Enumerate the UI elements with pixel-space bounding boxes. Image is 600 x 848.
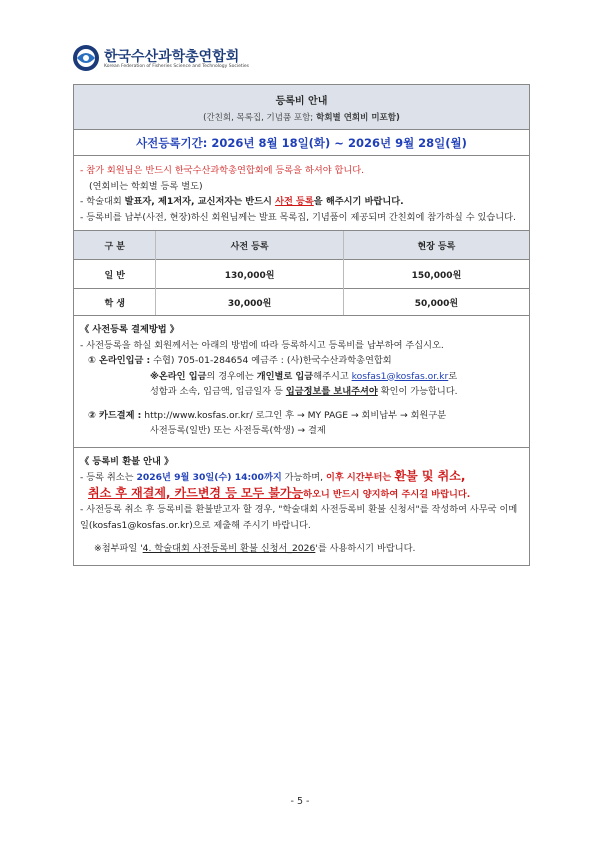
payment-intro: - 사전등록을 하실 회원께서는 아래의 방법에 따라 등록하시고 등록비를 납부하여 주십시오. bbox=[80, 339, 444, 351]
header-subtitle: (간친회, 목록집, 기념품 포함; 학회별 연회비 미포함) bbox=[203, 113, 400, 123]
payment-title: 《 사전등록 결제방법 》 bbox=[80, 324, 179, 335]
refund-section bbox=[74, 447, 529, 565]
page-title: 등록비 안내 bbox=[275, 96, 328, 107]
org-name-en: Korean Federation of Fisheries Science and Technology Societies bbox=[104, 64, 249, 69]
payment-method-1-note-2: 성함과 소속, 입금액, 입금일자 등 입금정보를 보내주셔야 확인이 가능합니다. bbox=[150, 386, 458, 397]
notice-2: - 학술대회 발표자, 제1저자, 교신저자는 반드시 사전 등록을 해주시기 바랍니다. bbox=[80, 196, 404, 207]
fee-table-header bbox=[74, 231, 529, 260]
org-logo bbox=[72, 44, 272, 74]
fee-table bbox=[74, 230, 529, 315]
box-header bbox=[74, 85, 529, 130]
refund-notice-1-cont: 취소 후 재결제, 카드변경 등 모두 불가능하오니 반드시 양지하여 주시길 바랍니다. bbox=[88, 485, 471, 500]
notice-1: - 참가 회원님은 반드시 한국수산과학총연합회에 등록을 하셔야 합니다. bbox=[80, 165, 365, 176]
fee-col-pre: 사전 등록 bbox=[156, 231, 343, 260]
table-row: 학 생 30,000원 50,000원 bbox=[74, 289, 529, 316]
refund-title: 《 등록비 환불 안내 》 bbox=[80, 455, 174, 467]
email-link[interactable]: kosfas1@kosfas.or.kr bbox=[351, 370, 449, 382]
page-number: - 5 - bbox=[290, 796, 310, 807]
payment-method-1-note: ※온라인 입금의 경우에는 개인별로 입금해주시고 kosfas1@kosfas.or.kr로 bbox=[150, 370, 458, 382]
org-emblem-icon bbox=[72, 44, 100, 72]
fee-col-type: 구 분 bbox=[74, 231, 156, 260]
attachment-filename: 4. 학술대회 사전등록비 환불 신청서_2026 bbox=[142, 543, 316, 554]
fee-col-onsite: 현장 등록 bbox=[343, 231, 529, 260]
refund-attachment-note: ※첨부파일 '4. 학술대회 사전등록비 환불 신청서_2026'를 사용하시기 바랍니다. bbox=[94, 543, 416, 554]
notice-3: - 등록비를 납부(사전, 현장)하신 회원님께는 발표 목록집, 기념품이 제공되며 간친회에 참가하실 수 있습니다. bbox=[80, 211, 516, 223]
notice-1-sub: (연회비는 학회별 등록 별도) bbox=[89, 180, 203, 192]
payment-method-2-steps: 사전등록(일반) 또는 사전등록(학생) → 결제 bbox=[150, 425, 326, 436]
registration-period: 사전등록기간: 2026년 8월 18일(화) ~ 2026년 9월 28일(월) bbox=[74, 130, 529, 156]
payment-method-1: ① 온라인입금 : 수협) 705-01-284654 예금주 : (사)한국수산과학총연합회 bbox=[88, 355, 392, 366]
org-name-ko: 한국수산과학총연합회 bbox=[104, 49, 240, 65]
refund-notice-1: - 등록 취소는 2026년 9월 30일(수) 14:00까지 가능하며, 이후 시간부터는 환불 및 취소, bbox=[80, 469, 466, 483]
registration-info-box bbox=[73, 84, 530, 566]
notice-list bbox=[74, 156, 529, 230]
table-row: 일 반 130,000원 150,000원 bbox=[74, 260, 529, 289]
refund-notice-2: - 사전등록 취소 후 등록비를 환불받고자 할 경우, "학술대회 사전등록비 환불 신청서"를 작성하여 사무국 이메일(kosfas1@kosfas.or.kr)으로 제출해 주시기 바랍니다. bbox=[80, 504, 518, 531]
payment-section bbox=[74, 315, 529, 447]
payment-method-2: ② 카드결제 : http://www.kosfas.or.kr/ 로그인 후 → MY PAGE → 회비납부 → 회원구분 bbox=[88, 409, 447, 421]
